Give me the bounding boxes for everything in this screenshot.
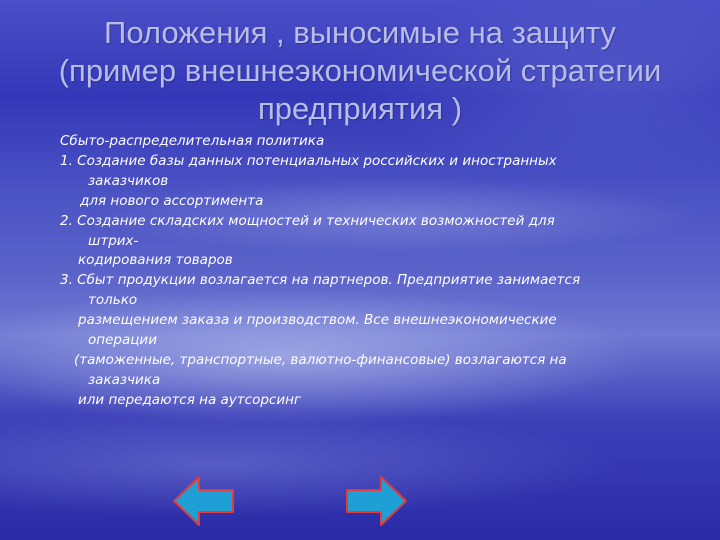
body-line: для нового ассортимента [80, 192, 264, 209]
body-line: размещением заказа и производством. Все внешнеэкономические [78, 312, 557, 329]
body-line: 2. Создание складских мощностей и технических возможностей для [60, 212, 555, 229]
body-line: штрих- [88, 232, 139, 249]
body-line: заказчиков [88, 172, 169, 189]
slide-body [60, 132, 680, 411]
forward-button[interactable] [344, 474, 408, 528]
arrow-right-icon [344, 474, 408, 528]
body-line: или передаются на аутсорсинг [78, 391, 302, 408]
slide-title-line-2: (пример внешнеэкономической стратегии [58, 53, 662, 88]
body-line: заказчика [88, 371, 161, 388]
body-line: только [88, 292, 138, 309]
slide-title-line-1: Положения , выносимые на защиту [104, 15, 616, 50]
slide-title-line-3: предприятия ) [257, 91, 463, 126]
body-line: (таможенные, транспортные, валютно-финансовые) возлагаются на [74, 351, 567, 368]
slide-title [20, 14, 700, 128]
body-line: 1. Создание базы данных потенциальных российских и иностранных [60, 152, 557, 169]
arrow-left-icon [172, 474, 236, 528]
body-line: операции [88, 332, 157, 349]
body-line: кодирования товаров [78, 252, 233, 269]
body-heading: Сбыто-распределительная политика [60, 133, 325, 149]
back-button[interactable] [172, 474, 236, 528]
body-line: 3. Сбыт продукции возлагается на партнеров. Предприятие занимается [60, 272, 581, 289]
